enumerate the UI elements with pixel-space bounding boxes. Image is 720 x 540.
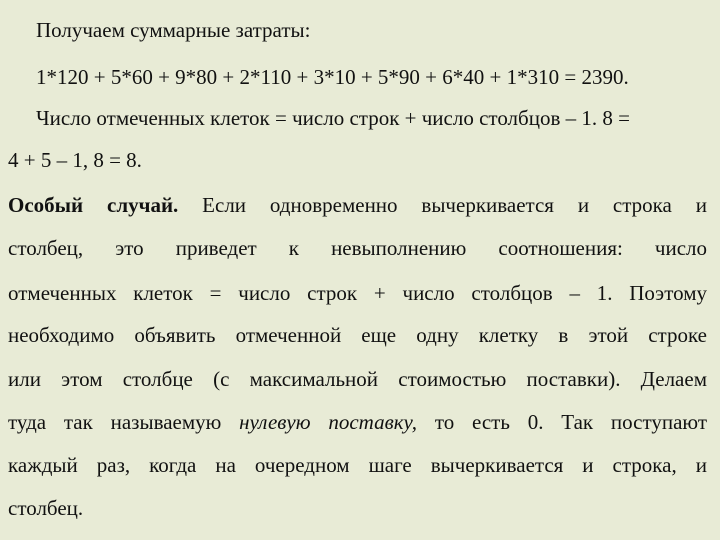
paragraph-line-3: отмеченных клеток = число строк + число столбцов – 1. Поэтому xyxy=(8,281,707,305)
summary-heading: Получаем суммарные затраты: xyxy=(36,18,311,42)
zero-supply-term: нулевую поставку, xyxy=(239,410,418,434)
paragraph-line-4: необходимо объявить отмеченной еще одну клетку в этой строке xyxy=(8,323,707,347)
paragraph-line-2: столбец, это приведет к невыполнению соотношения: число xyxy=(8,236,707,260)
cost-formula: 1*120 + 5*60 + 9*80 + 2*110 + 3*10 + 5*90 + 6*40 + 1*310 = 2390. xyxy=(36,65,629,89)
paragraph-line-6-start: туда так называемую xyxy=(8,410,240,434)
paragraph-line-8: столбец. xyxy=(8,496,84,520)
paragraph-line-6 xyxy=(8,409,707,435)
cell-count-rule: Число отмеченных клеток = число строк + число столбцов – 1. 8 = xyxy=(36,106,630,130)
paragraph-line-6-end: то есть 0. Так поступают xyxy=(417,410,708,434)
paragraph-line-5: или этом столбце (с максимальной стоимостью поставки). Делаем xyxy=(8,367,707,391)
special-case-text: Если одновременно вычеркивается и строка и xyxy=(178,193,707,217)
cell-count-check: 4 + 5 – 1, 8 = 8. xyxy=(8,148,142,172)
special-case-line-1 xyxy=(8,192,707,218)
paragraph-line-7: каждый раз, когда на очередном шаге вычеркивается и строка, и xyxy=(8,453,707,477)
special-case-label: Особый случай. xyxy=(8,193,179,217)
